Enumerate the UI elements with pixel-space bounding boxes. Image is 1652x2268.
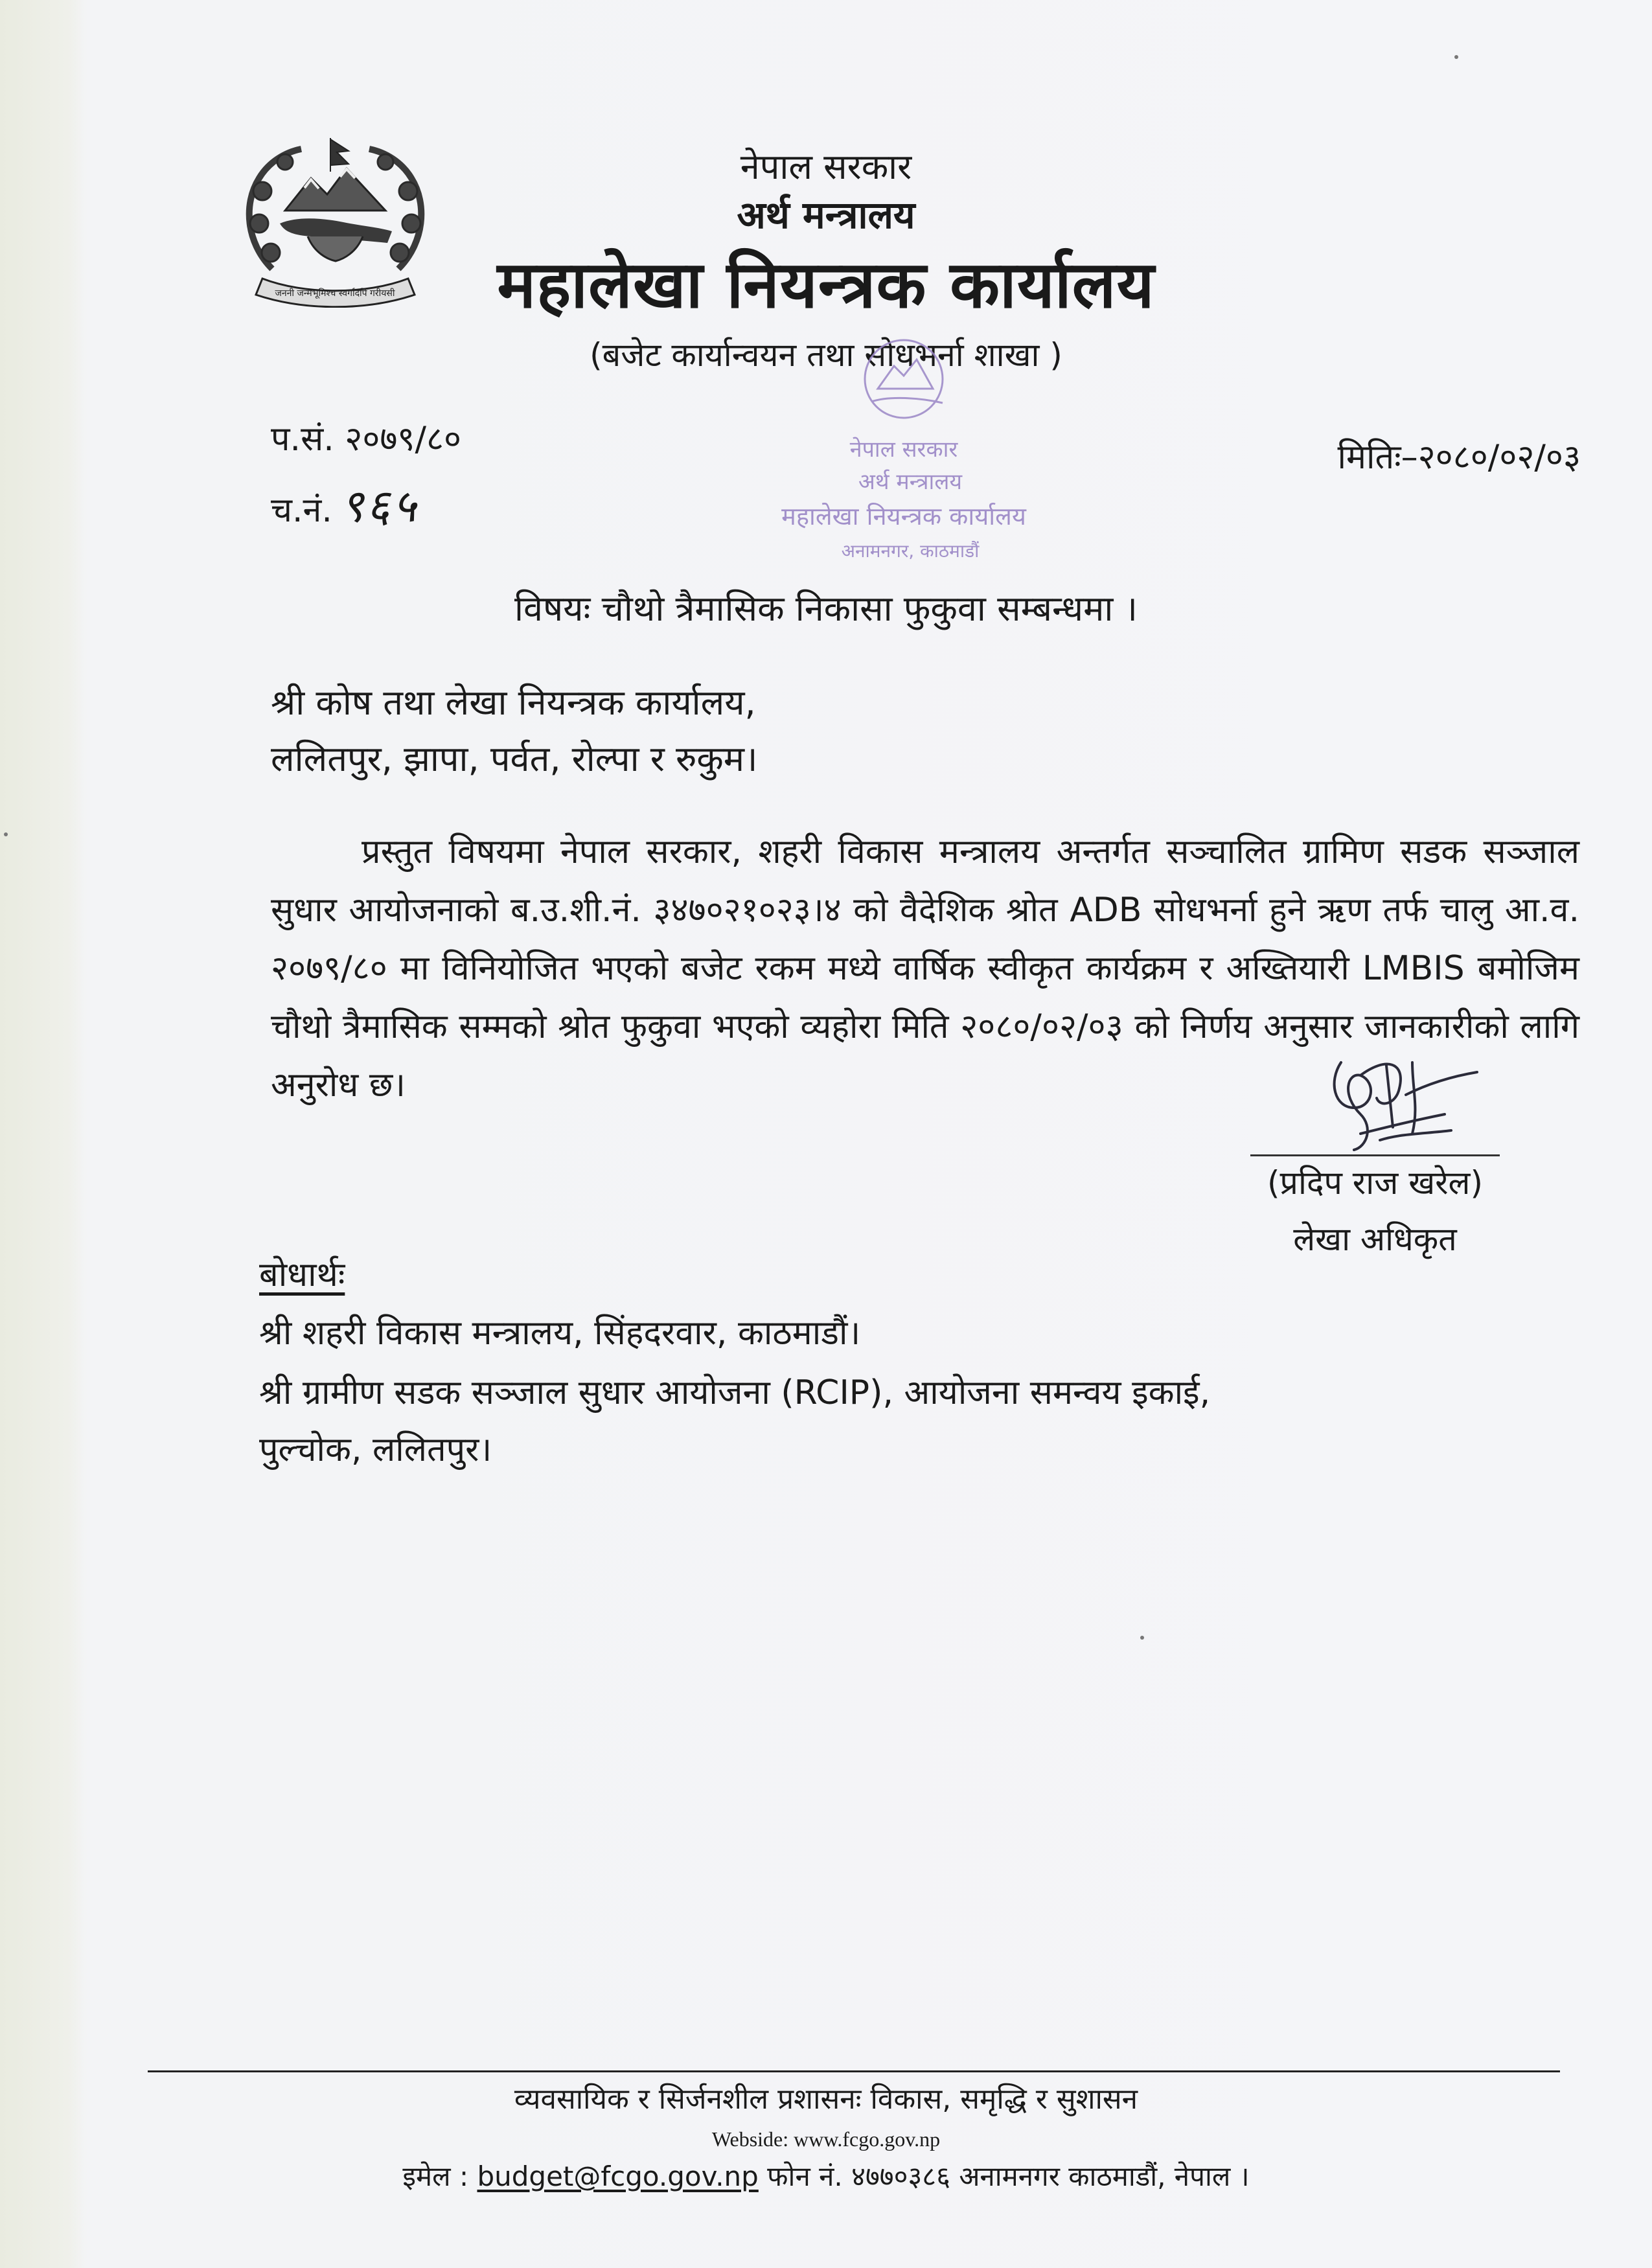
stamp-line-3: महालेखा नियन्त्रक कार्यालय <box>781 502 1026 531</box>
footer-phone: फोन नं. ४७७०३८६ अनामनगर काठमाडौं, नेपाल । <box>758 2160 1250 2192</box>
date-label: मितिः– <box>1337 438 1418 477</box>
footer-motto: व्यवसायिक र सिर्जनशील प्रशासनः विकास, समृद्धि र सुशासन <box>514 2083 1138 2116</box>
cc-line-3: पुल्चोक, ललितपुर। <box>259 1430 492 1469</box>
date-value: २०८०/०२/०३ <box>1417 438 1581 477</box>
reference-ps <box>271 415 461 461</box>
office-name: महालेखा नियन्त्रक कार्यालय <box>497 247 1155 323</box>
ps-value: २०७९/८० <box>345 420 462 459</box>
government-name: नेपाल सरकार <box>740 146 912 187</box>
ministry-name: अर्थ मन्त्रालय <box>737 193 915 237</box>
stamp-line-2: अर्थ मन्त्रालय <box>858 469 963 495</box>
footer-contact <box>0 2157 1652 2194</box>
signatory-title: लेखा अधिकृत <box>1293 1220 1457 1258</box>
footer-email-link[interactable]: budget@fcgo.gov.np <box>477 2160 759 2192</box>
letter-subject: विषयः चौथो त्रैमासिक निकासा फुकुवा सम्बन्धमा । <box>514 588 1138 629</box>
footer-divider <box>148 2070 1560 2072</box>
footer-website: Webside: www.fcgo.gov.np <box>711 2127 941 2151</box>
office-stamp <box>774 330 1046 577</box>
svg-text:जननी जन्मभूमिश्च स्वर्गादपि गर: जननी जन्मभूमिश्च स्वर्गादपि गरीयसी <box>275 288 395 299</box>
cc-line-1: श्री शहरी विकास मन्त्रालय, सिंहदरवार, काठमाडौं। <box>259 1314 861 1353</box>
handwritten-signature <box>1315 1037 1484 1166</box>
scan-speck <box>4 832 8 836</box>
branch-name: (बजेट कार्यान्वयन तथा सोधभर्ना शाखा ) <box>590 336 1062 374</box>
cc-line-2: श्री ग्रामीण सडक सञ्जाल सुधार आयोजना (RCIP), आयोजना समन्वय इकाई, <box>259 1373 1211 1412</box>
letter-date <box>1337 433 1581 479</box>
footer-email-label: इमेल : <box>402 2160 477 2192</box>
addressee-line-2: ललितपुर, झापा, पर्वत, रोल्पा र रुकुम। <box>271 739 758 779</box>
chn-label: च.नं. <box>271 491 332 530</box>
ps-label: प.सं. <box>271 420 334 459</box>
signatory-name: (प्रदिप राज खरेल) <box>1267 1164 1483 1202</box>
addressee-line-1: श्री कोष तथा लेखा नियन्त्रक कार्यालय, <box>271 682 756 723</box>
stamp-line-4: अनामनगर, काठमाडौं <box>841 540 980 562</box>
letter-body: प्रस्तुत विषयमा नेपाल सरकार, शहरी विकास मन्त्रालय अन्तर्गत सञ्चालित ग्रामिण सडक सञ्जाल सुधार आयोजनाको ब.उ.शी.नं. ३४७०२१०२३।४ को वैदेशिक श्रोत ADB सोधभर्ना हुने ऋण तर्फ चालु आ.व. २०७९/८० मा विनियोजित भएको बजेट रकम मध्ये वार्षिक स्वीकृत कार्यक्रम र अख्तियारी LMBIS बमोजिम चौथो त्रैमासिक सम्मको श्रोत फुकुवा भएको व्यहोरा मिति २०८०/०२/०३ को निर्णय अनुसार जानकारीको लागि अनुरोध छ। <box>271 832 1579 1105</box>
reference-chn <box>271 473 419 535</box>
stamp-line-1: नेपाल सरकार <box>849 437 958 463</box>
scan-speck <box>1140 1636 1144 1640</box>
cc-heading: बोधार्थः <box>259 1255 345 1294</box>
scan-speck <box>1454 55 1458 59</box>
signature-line <box>1250 1154 1500 1156</box>
chn-value: ९६५ <box>339 479 419 533</box>
